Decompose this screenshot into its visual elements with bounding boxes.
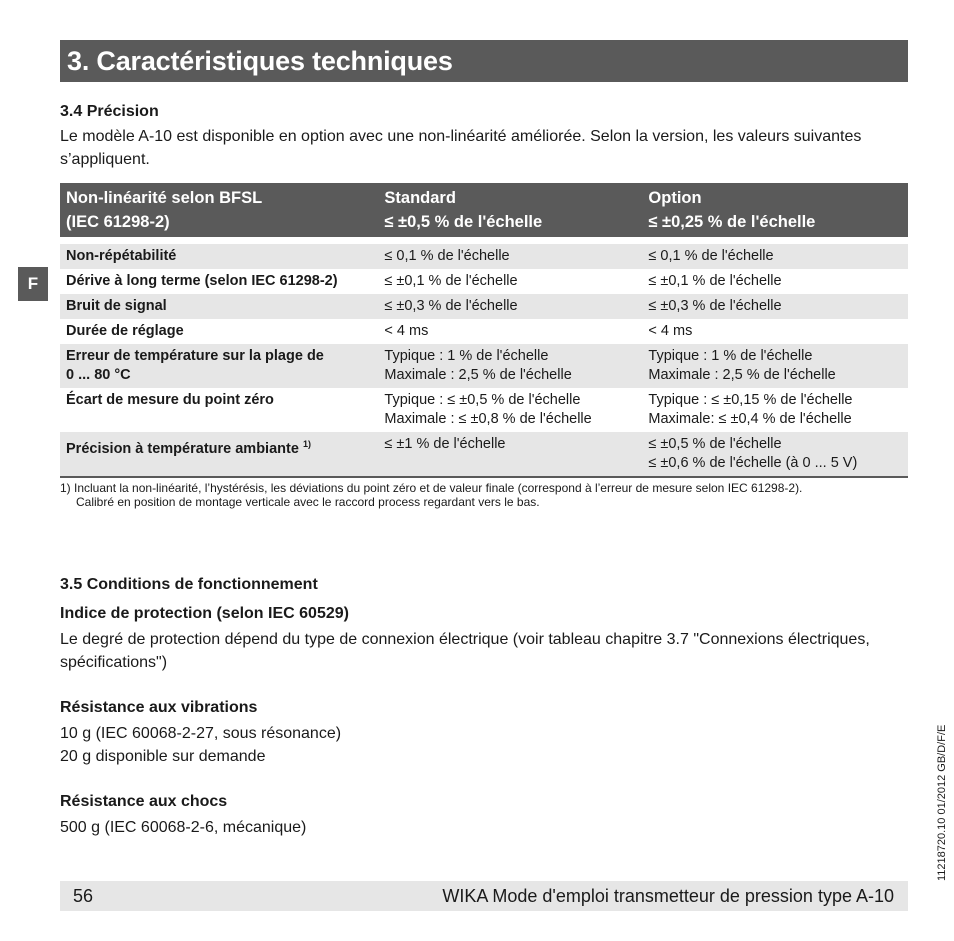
header-text: Standard bbox=[384, 189, 456, 207]
header-nonlinearity bbox=[60, 183, 378, 237]
row-label: Précision à température ambiante $^{1)}$ bbox=[60, 432, 378, 477]
header-text: (IEC 61298-2) bbox=[66, 213, 170, 231]
section-3-4-heading: 3.4 Précision bbox=[60, 103, 159, 120]
shock-heading: Résistance aux chocs bbox=[60, 793, 228, 810]
table-row bbox=[60, 432, 908, 477]
table-row bbox=[60, 244, 908, 269]
protection-heading: Indice de protection (selon IEC 60529) bbox=[60, 605, 349, 622]
language-tab: F bbox=[18, 267, 48, 301]
header-text: ≤ ±0,5 % de l'échelle bbox=[384, 213, 543, 231]
cell-standard: Typique : 1 % de l'échelle Maximale : 2,5 % de l'échelle bbox=[378, 344, 642, 388]
table-header-row bbox=[60, 183, 908, 237]
cell-option: ≤ 0,1 % de l'échelle bbox=[642, 244, 908, 269]
table-row bbox=[60, 344, 908, 388]
document-code: 11218720.10 01/2012 GB/D/F/E bbox=[936, 724, 948, 881]
footer-title: WIKA Mode d'emploi transmetteur de pression type A-10 bbox=[442, 886, 894, 906]
table-row bbox=[60, 319, 908, 344]
header-text: ≤ ±0,25 % de l'échelle bbox=[648, 213, 816, 231]
row-label: Bruit de signal bbox=[60, 294, 378, 319]
table-row bbox=[60, 294, 908, 319]
table-row bbox=[60, 388, 908, 432]
cell-standard: < 4 ms bbox=[384, 323, 429, 339]
protection-text: Le degré de protection dépend du type de connexion électrique (voir tableau chapitre 3.7 "Connexions électriques, spécifications") bbox=[60, 631, 870, 671]
section-3-4-intro: Le modèle A-10 est disponible en option avec une non-linéarité améliorée. Selon la version, les valeurs suivantes s’appliquent. bbox=[60, 128, 862, 168]
table-footnote bbox=[60, 481, 920, 509]
vibration-line: 10 g (IEC 60068-2-27, sous résonance) bbox=[60, 725, 342, 742]
row-label: Écart de mesure du point zéro bbox=[66, 392, 274, 408]
cell-option: Typique : ≤ ±0,15 % de l'échelle Maximale: ≤ ±0,4 % de l'échelle bbox=[648, 392, 853, 427]
row-label: Erreur de température sur la plage de 0 ... 80 °C bbox=[60, 344, 378, 388]
vibration-line: 20 g disponible sur demande bbox=[60, 748, 266, 765]
section-title: 3. Caractéristiques techniques bbox=[67, 46, 453, 76]
footnote-line: Calibré en position de montage verticale avec le raccord process regardant vers le bas. bbox=[76, 495, 540, 509]
row-label: Non-répétabilité bbox=[60, 244, 378, 269]
cell-option: < 4 ms bbox=[648, 323, 693, 339]
cell-standard: ≤ 0,1 % de l'échelle bbox=[378, 244, 642, 269]
cell-option: ≤ ±0,3 % de l'échelle bbox=[642, 294, 908, 319]
row-label: Dérive à long terme (selon IEC 61298-2) bbox=[66, 273, 338, 289]
shock-line: 500 g (IEC 60068-2-6, mécanique) bbox=[60, 819, 307, 836]
page-footer bbox=[60, 881, 908, 911]
header-text: Non-linéarité selon BFSL bbox=[66, 189, 263, 207]
footnote-line: 1) Incluant la non-linéarité, l’hystérésis, les déviations du point zéro et de valeur finale (correspond à l’erreur de mesure selon IEC 61298-2). bbox=[60, 481, 803, 495]
page-number: 56 bbox=[73, 886, 94, 906]
cell-option: Typique : 1 % de l'échelle Maximale : 2,5 % de l'échelle bbox=[642, 344, 908, 388]
header-standard bbox=[378, 183, 642, 237]
precision-table bbox=[60, 183, 908, 478]
cell-standard: ≤ ±0,3 % de l'échelle bbox=[378, 294, 642, 319]
table-row bbox=[60, 269, 908, 294]
header-text: Option bbox=[648, 189, 702, 207]
section-title-bar bbox=[60, 40, 908, 82]
cell-option: ≤ ±0,1 % de l'échelle bbox=[648, 273, 782, 289]
cell-standard: Typique : ≤ ±0,5 % de l'échelle Maximale : ≤ ±0,8 % de l'échelle bbox=[384, 392, 592, 427]
vibration-heading: Résistance aux vibrations bbox=[60, 699, 258, 716]
footnote-marker: 1) bbox=[302, 439, 311, 449]
cell-standard: ≤ ±1 % de l'échelle bbox=[378, 432, 642, 477]
cell-option: ≤ ±0,5 % de l'échelle ≤ ±0,6 % de l'échelle (à 0 ... 5 V) bbox=[642, 432, 908, 477]
section-3-5-heading: 3.5 Conditions de fonctionnement bbox=[60, 576, 318, 593]
header-option bbox=[642, 183, 908, 237]
row-label: Durée de réglage bbox=[66, 323, 184, 339]
cell-standard: ≤ ±0,1 % de l'échelle bbox=[384, 273, 518, 289]
